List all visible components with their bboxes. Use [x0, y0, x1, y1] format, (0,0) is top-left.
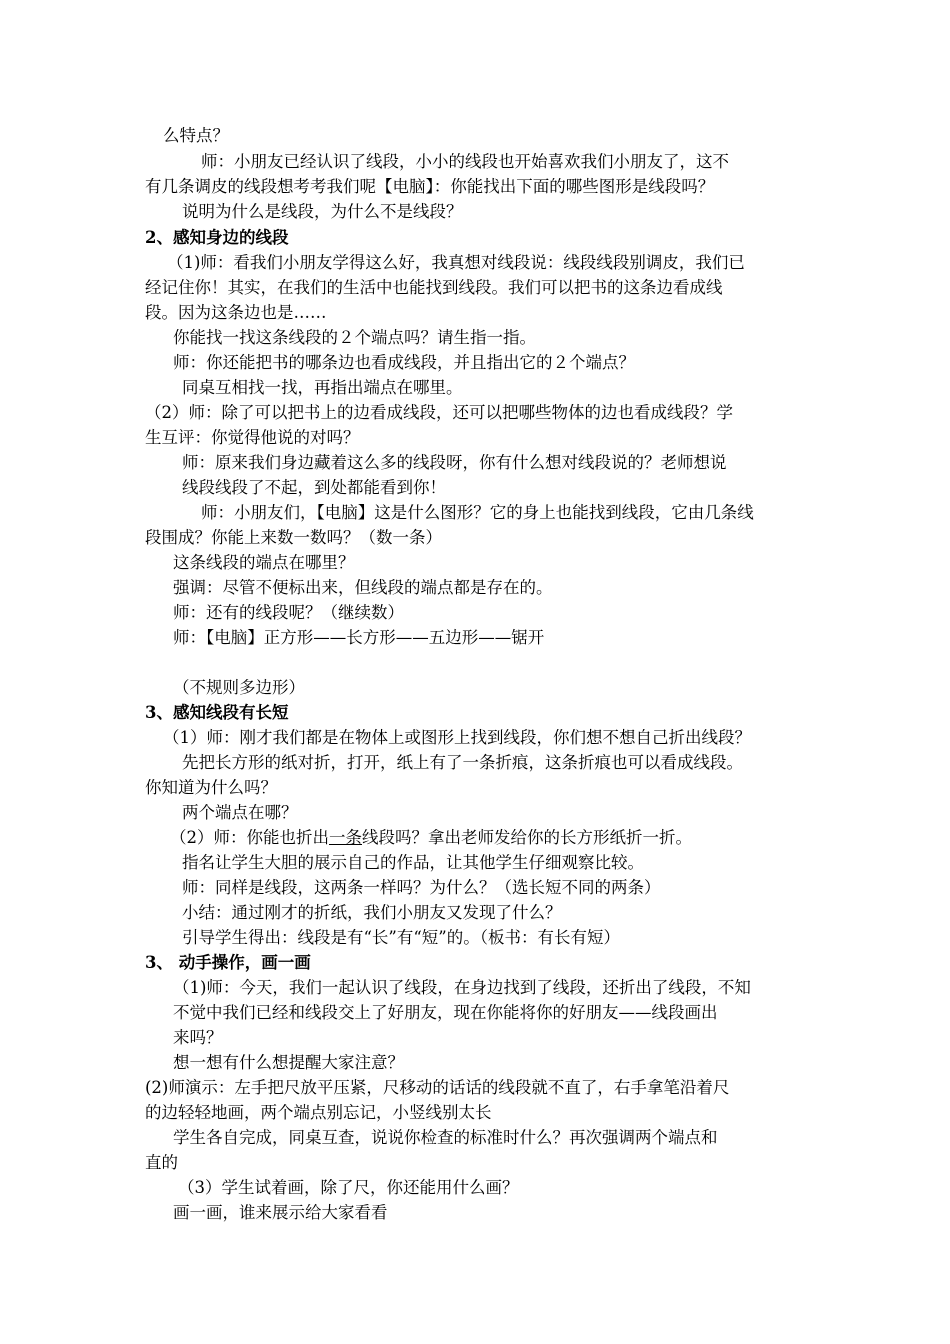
text-line: 生互评：你觉得他说的对吗？ [145, 428, 360, 447]
text-line: 你知道为什么吗？ [145, 778, 277, 797]
text-line: 师：同样是线段，这两条一样吗？为什么？（选长短不同的两条） [182, 878, 661, 897]
text-line: 这条线段的端点在哪里？ [173, 553, 355, 572]
text-line: 指名让学生大胆的展示自己的作品，让其他学生仔细观察比较。 [182, 853, 644, 872]
text-line: 师：你还能把书的哪条边也看成线段，并且指出它的２个端点？ [173, 353, 635, 372]
text-line: 段。因为这条边也是…… [145, 303, 327, 322]
text-line: 直的 [145, 1153, 178, 1172]
text-line: 来吗？ [173, 1028, 223, 1047]
text-line: 段围成？你能上来数一数吗？（数一条） [145, 528, 442, 547]
text-line [170, 826, 692, 850]
text-line: （3）学生试着画，除了尺，你还能用什么画？ [178, 1178, 519, 1197]
text-line: 先把长方形的纸对折，打开，纸上有了一条折痕，这条折痕也可以看成线段。 [182, 753, 743, 772]
text-segment: （2）师：你能也折出 [170, 828, 329, 847]
text-line: 画一画，谁来展示给大家看看 [173, 1203, 388, 1222]
text-line: 线段线段了不起，到处都能看到你！ [182, 478, 446, 497]
text-line: 想一想有什么想提醒大家注意？ [173, 1053, 404, 1072]
text-line: （1）师：刚才我们都是在物体上或图形上找到线段，你们想不想自己折出线段？ [163, 728, 751, 747]
text-line: （不规则多边形） [173, 678, 305, 697]
text-line: 师：【电脑】正方形——长方形——五边形——锯开 [173, 628, 545, 647]
text-line: 同桌互相找一找，再指出端点在哪里。 [182, 378, 463, 397]
text-line: 么特点？ [163, 126, 229, 145]
underlined-text: 一条 [329, 828, 362, 847]
text-line: （2）师：除了可以把书上的边看成线段，还可以把哪些物体的边也看成线段？学 [145, 403, 733, 422]
text-line: 师：小朋友已经认识了线段，小小的线段也开始喜欢我们小朋友了，这不 [201, 152, 729, 171]
text-line: 师：还有的线段呢？（继续数） [173, 603, 404, 622]
text-line: 强调：尽管不便标出来，但线段的端点都是存在的。 [173, 578, 553, 597]
section-heading: 2、感知身边的线段 [145, 228, 289, 247]
text-line: 师：原来我们身边藏着这么多的线段呀，你有什么想对线段说的？老师想说 [182, 453, 727, 472]
text-line: （1)师：看我们小朋友学得这么好，我真想对线段说：线段线段别调皮，我们已 [167, 253, 745, 272]
section-heading: 3、 动手操作，画一画 [145, 953, 311, 972]
text-line: （1)师：今天，我们一起认识了线段，在身边找到了线段，还折出了线段，不知 [173, 978, 751, 997]
text-line: 两个端点在哪？ [182, 803, 298, 822]
section-heading: 3、感知线段有长短 [145, 703, 289, 722]
text-line: 你能找一找这条线段的２个端点吗？请生指一指。 [173, 328, 536, 347]
text-line: 师：小朋友们，【电脑】这是什么图形？它的身上也能找到线段，它由几条线 [201, 503, 754, 522]
text-line: 有几条调皮的线段想考考我们呢【电脑】：你能找出下面的哪些图形是线段吗？ [145, 177, 715, 196]
text-line: 小结：通过刚才的折纸，我们小朋友又发现了什么？ [182, 903, 562, 922]
text-line: 学生各自完成，同桌互查，说说你检查的标准时什么？再次强调两个端点和 [173, 1128, 718, 1147]
text-line: 的边轻轻地画，两个端点别忘记，小竖线别太长 [145, 1103, 492, 1122]
text-segment: 线段吗？拿出老师发给你的长方形纸折一折。 [362, 828, 692, 847]
text-line: 说明为什么是线段，为什么不是线段？ [182, 202, 463, 221]
text-line: 经记住你！其实，在我们的生活中也能找到线段。我们可以把书的这条边看成线 [145, 278, 723, 297]
text-line: (2)师演示：左手把尺放平压紧，尺移动的话话的线段就不直了，右手拿笔沿着尺 [145, 1078, 730, 1097]
text-line: 不觉中我们已经和线段交上了好朋友，现在你能将你的好朋友——线段画出 [173, 1003, 718, 1022]
text-line: 引导学生得出：线段是有“长”有“短”的。（板书：有长有短） [182, 928, 620, 947]
